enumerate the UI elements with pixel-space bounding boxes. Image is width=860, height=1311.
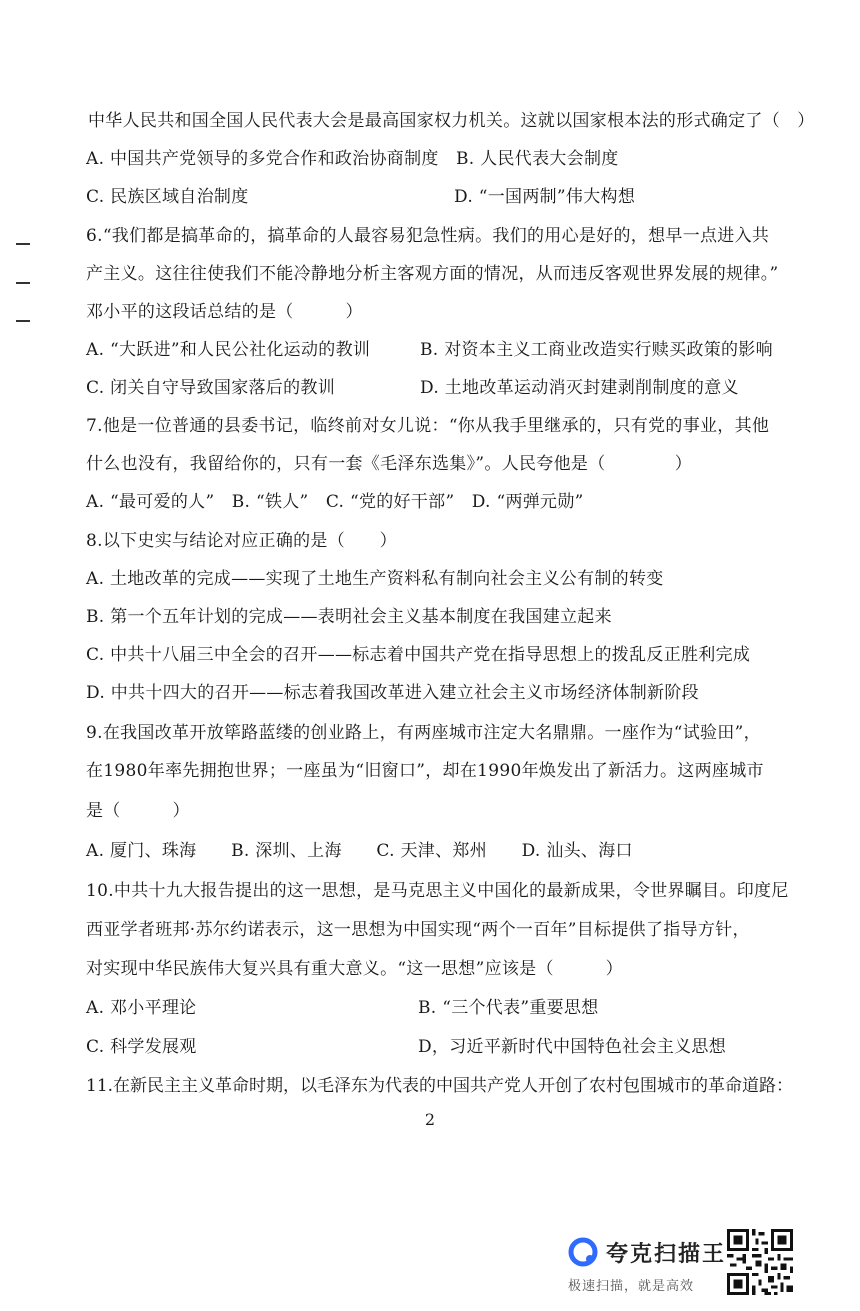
margin-mark [16,243,30,245]
answer-option: D. 土地改革运动消灭封建剥削制度的意义 [420,378,739,398]
question-6-text-line: 6.“我们都是搞革命的，搞革命的人最容易犯急性病。我们的用心是好的，想早一点进入共 [86,226,770,246]
answer-option: B. 第一个五年计划的完成——表明社会主义基本制度在我国建立起来 [86,607,612,627]
question-9-text-line: 是（ ） [86,801,190,821]
answer-option: D，习近平新时代中国特色社会主义思想 [418,1037,727,1057]
question-7-text-line: 7.他是一位普通的县委书记，临终前对女儿说：“你从我手里继承的，只有党的事业，其他 [86,416,770,436]
question-9-text-line: 9.在我国改革开放筚路蓝缕的创业路上，有两座城市注定大名鼎鼎。一座作为“试验田”， [86,723,761,743]
question-6-text-line: 产主义。这往往使我们不能冷静地分析主客观方面的情况，从而违反客观世界发展的规律。” [86,264,779,284]
answer-option: C. 民族区域自治制度 [86,187,249,207]
answer-option: B. “三个代表”重要思想 [418,998,599,1018]
question-11-text-line: 11.在新民主主义革命时期，以毛泽东为代表的中国共产党人开创了农村包围城市的革命道路： [86,1076,794,1096]
scanner-slogan: 极速扫描，就是高效 [568,1279,695,1294]
question-text-line: 中华人民共和国全国人民代表大会是最高国家权力机关。这就以国家根本法的形式确定了（ ） [88,111,815,131]
answer-options-row: A. 中国共产党领导的多党合作和政治协商制度 B. 人民代表大会制度 [86,149,619,169]
question-10-text-line: 10.中共十九大报告提出的这一思想，是马克思主义中国化的最新成果，令世界瞩目。印度尼 [86,881,789,901]
answer-option: C. 科学发展观 [86,1037,197,1057]
question-10-text-line: 对实现中华民族伟大复兴具有重大意义。“这一思想”应该是（ ） [86,959,623,979]
answer-option: A. “大跃进”和人民公社化运动的教训 [86,340,371,360]
answer-options-row: A. 厦门、珠海 B. 深圳、上海 C. 天津、郑州 D. 汕头、海口 [86,841,633,861]
question-7-text-line: 什么也没有，我留给你的，只有一套《毛泽东选集》”。人民夸他是（ ） [86,454,692,474]
answer-option: A. 邓小平理论 [86,998,197,1018]
scanner-brand-name: 夸克扫描王 [606,1242,727,1267]
page-number: 2 [424,1110,436,1129]
answer-option: B. 对资本主义工商业改造实行赎买政策的影响 [420,340,773,360]
question-8-text-line: 8.以下史实与结论对应正确的是（ ） [86,531,397,551]
margin-mark [16,320,30,322]
question-6-text-line: 邓小平的这段话总结的是（ ） [86,302,363,322]
answer-option: A. 土地改革的完成——实现了土地生产资料私有制向社会主义公有制的转变 [86,569,664,589]
margin-mark [16,282,30,284]
answer-option: D. “一国两制”伟大构想 [454,187,636,207]
scanner-watermark [566,1233,726,1297]
answer-option: C. 中共十八届三中全会的召开——标志着中国共产党在指导思想上的拨乱反正胜利完成 [86,645,751,665]
answer-option: C. 闭关自守导致国家落后的教训 [86,378,336,398]
qr-code-icon [727,1229,793,1295]
answer-options-row: A. “最可爱的人” B. “铁人” C. “党的好干部” D. “两弹元勋” [86,492,584,512]
question-9-text-line: 在1980年率先拥抱世界；一座虽为“旧窗口”，却在1990年焕发出了新活力。这两座城市 [86,761,764,781]
quark-logo-icon [568,1237,598,1267]
answer-option: D. 中共十四大的召开——标志着我国改革进入建立社会主义市场经济体制新阶段 [86,683,699,703]
question-10-text-line: 西亚学者班邦·苏尔约诺表示，这一思想为中国实现“两个一百年”目标提供了指导方针， [86,920,750,940]
